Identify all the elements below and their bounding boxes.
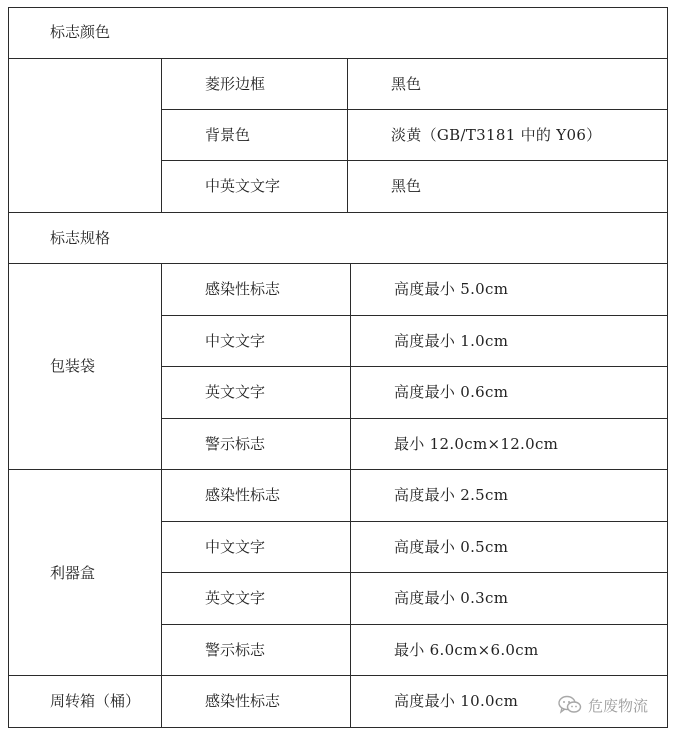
table-rule (8, 7, 668, 8)
group-name: 利器盒 (50, 564, 96, 582)
spec-value: 高度最小 10.0cm (394, 692, 519, 710)
color-item: 菱形边框 (205, 75, 266, 93)
color-value: 淡黄（GB/T3181 中的 Y06） (391, 126, 602, 144)
section-header-color: 标志颜色 (50, 23, 111, 41)
table-rule (161, 521, 668, 522)
table-rule (8, 727, 668, 728)
color-item: 背景色 (205, 126, 251, 144)
table-rule (161, 572, 668, 573)
spec-item: 中文文字 (205, 538, 266, 556)
table-rule (161, 624, 668, 625)
spec-value: 高度最小 0.3cm (394, 589, 509, 607)
table-rule (8, 58, 668, 59)
spec-value: 最小 12.0cm×12.0cm (394, 435, 559, 453)
table-rule (161, 263, 162, 728)
color-item: 中英文文字 (205, 177, 281, 195)
spec-item: 感染性标志 (205, 486, 281, 504)
table-rule (161, 109, 668, 110)
table-rule (161, 315, 668, 316)
table-rule (8, 212, 668, 213)
spec-value: 最小 6.0cm×6.0cm (394, 641, 539, 659)
spec-value: 高度最小 2.5cm (394, 486, 509, 504)
table-rule (161, 418, 668, 419)
spec-item: 英文文字 (205, 589, 266, 607)
spec-value: 高度最小 0.6cm (394, 383, 509, 401)
spec-item: 英文文字 (205, 383, 266, 401)
table-rule (8, 469, 668, 470)
spec-value: 高度最小 0.5cm (394, 538, 509, 556)
watermark-text: 危废物流 (588, 696, 649, 715)
spec-value: 高度最小 1.0cm (394, 332, 509, 350)
table-rule (667, 7, 668, 728)
table-rule (350, 263, 351, 728)
section-header-spec: 标志规格 (50, 229, 111, 247)
group-name: 周转箱（桶） (50, 692, 141, 710)
spec-item: 感染性标志 (205, 280, 281, 298)
color-value: 黑色 (391, 177, 422, 195)
table-rule (161, 366, 668, 367)
spec-item: 警示标志 (205, 641, 266, 659)
spec-item: 中文文字 (205, 332, 266, 350)
spec-item: 警示标志 (205, 435, 266, 453)
spec-item: 感染性标志 (205, 692, 281, 710)
watermark (558, 693, 648, 717)
table-rule (161, 58, 162, 213)
table-rule (347, 58, 348, 213)
table-rule (8, 675, 668, 676)
group-name: 包装袋 (50, 357, 96, 375)
spec-value: 高度最小 5.0cm (394, 280, 509, 298)
wechat-icon (558, 695, 582, 715)
table-rule (8, 263, 668, 264)
table-rule (161, 160, 668, 161)
color-value: 黑色 (391, 75, 422, 93)
table-rule (8, 7, 9, 728)
